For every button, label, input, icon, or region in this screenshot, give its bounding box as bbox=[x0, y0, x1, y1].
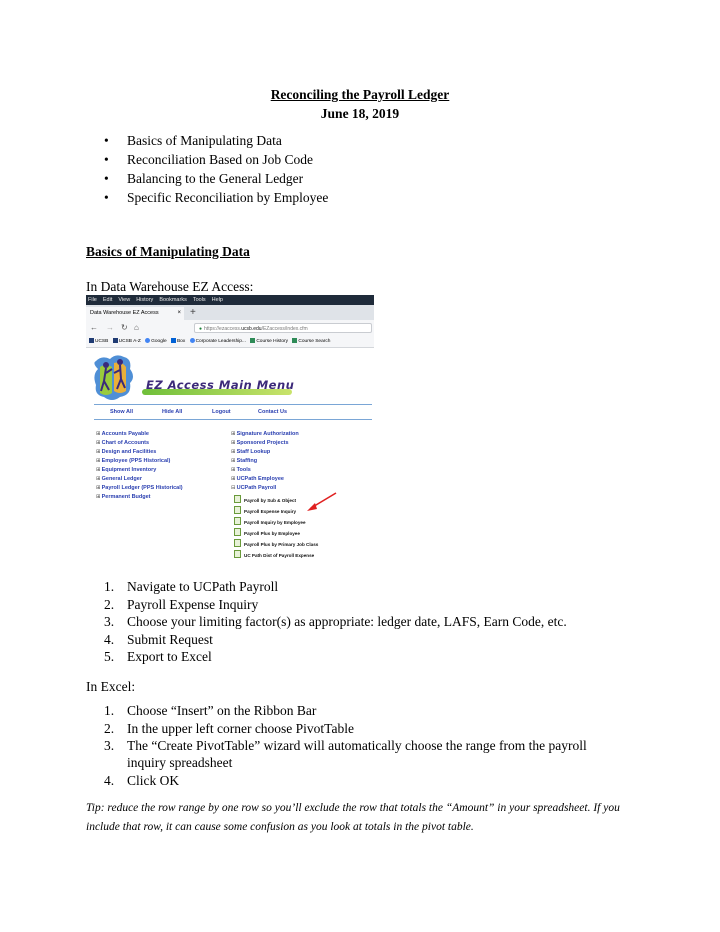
submenu-item[interactable]: Payroll Plus by Employee bbox=[234, 528, 318, 539]
bookmark-ucsb[interactable]: UCSB bbox=[89, 336, 108, 347]
menu-item[interactable]: ⊞Signature Authorization bbox=[231, 431, 299, 437]
step-item: 2. Payroll Expense Inquiry bbox=[104, 596, 259, 612]
bullet-item: • Basics of Manipulating Data bbox=[104, 133, 282, 148]
bullet-icon: • bbox=[104, 171, 109, 186]
expand-icon: ⊞ bbox=[96, 485, 101, 491]
expand-icon: ⊞ bbox=[231, 467, 236, 473]
app-title: EZ Access Main Menu bbox=[146, 378, 295, 392]
menu-view[interactable]: View bbox=[118, 297, 131, 303]
menu-item[interactable]: ⊞Staff Lookup bbox=[231, 449, 271, 455]
section-heading: Basics of Manipulating Data bbox=[86, 244, 250, 259]
expand-icon: ⊞ bbox=[96, 440, 101, 446]
step-item: 1. Navigate to UCPath Payroll bbox=[104, 579, 279, 594]
menu-bookmarks[interactable]: Bookmarks bbox=[159, 297, 187, 303]
bullet-item: • Balancing to the General Ledger bbox=[104, 171, 304, 186]
document-date: June 18, 2019 bbox=[320, 106, 400, 121]
submenu-item[interactable]: Payroll by Sub & Object bbox=[234, 495, 318, 506]
submenu-item[interactable]: Payroll Inquiry by Employee bbox=[234, 517, 318, 528]
menu-history[interactable]: History bbox=[136, 297, 154, 303]
step-item: 5. Export to Excel bbox=[104, 649, 212, 664]
expand-icon: ⊞ bbox=[231, 449, 236, 455]
tab-label: Data Warehouse EZ Access bbox=[90, 310, 159, 316]
bookmark-ucsb-az[interactable]: UCSB A-Z bbox=[113, 336, 141, 347]
back-icon[interactable]: ← bbox=[90, 323, 98, 332]
lock-icon: ● bbox=[199, 326, 203, 332]
menu-item[interactable]: ⊞Equipment Inventory bbox=[96, 467, 157, 473]
menu-tools[interactable]: Tools bbox=[192, 297, 206, 303]
bullet-icon: • bbox=[104, 190, 109, 205]
submenu-item[interactable]: UC Path Dist of Payroll Expense bbox=[234, 550, 318, 561]
bullet-item: • Specific Reconciliation by Employee bbox=[104, 190, 329, 205]
menu-edit[interactable]: Edit bbox=[102, 297, 113, 303]
red-arrow-icon bbox=[86, 295, 374, 563]
forward-icon[interactable]: → bbox=[106, 323, 114, 332]
expand-icon: ⊞ bbox=[96, 431, 101, 437]
home-icon[interactable]: ⌂ bbox=[134, 323, 139, 332]
step-item: 3. Choose your limiting factor(s) as appropriate: ledger date, LAFS, Earn Code, etc. bbox=[104, 614, 567, 629]
bullet-icon: • bbox=[104, 133, 109, 148]
expand-icon: ⊞ bbox=[231, 440, 236, 446]
expand-icon: ⊞ bbox=[231, 458, 236, 464]
expand-icon: ⊞ bbox=[96, 449, 101, 455]
data-warehouse-steps bbox=[104, 578, 567, 666]
ez-access-screenshot bbox=[86, 295, 374, 563]
menu-item[interactable]: ⊞Payroll Ledger (PPS Historical) bbox=[96, 485, 183, 491]
tip-note: Tip: reduce the row range by one row so you’ll exclude the row that totals the “Amount” in your spreadsheet. If you include that row, it can cause some confusion as you look at totals in the pivot table. bbox=[86, 802, 620, 833]
menu-help[interactable]: Help bbox=[211, 297, 223, 303]
address-bar[interactable]: ● https://ezaccess.ucsb.edu/EZaccess/index.cfm bbox=[194, 323, 372, 333]
menu-item[interactable]: ⊞Accounts Payable bbox=[96, 431, 149, 437]
menu-item[interactable]: ⊞Sponsored Projects bbox=[231, 440, 289, 446]
new-tab-icon[interactable]: + bbox=[190, 307, 196, 318]
bookmark-course-history[interactable]: Course History bbox=[250, 336, 288, 347]
excel-steps bbox=[104, 702, 594, 789]
bookmark-google[interactable]: Google bbox=[145, 336, 166, 347]
menu-item[interactable]: ⊞General Ledger bbox=[96, 476, 142, 482]
hide-all-link[interactable]: Hide All bbox=[162, 409, 183, 415]
menu-file[interactable]: File bbox=[88, 297, 97, 303]
reload-icon[interactable]: ↻ bbox=[121, 323, 128, 332]
logout-link[interactable]: Logout bbox=[212, 409, 231, 415]
menu-item[interactable]: ⊞Employee (PPS Historical) bbox=[96, 458, 171, 464]
step-item: 2. In the upper left corner choose PivotTable bbox=[104, 720, 354, 736]
menu-item[interactable]: ⊟UCPath Payroll bbox=[231, 485, 277, 491]
intro-data-warehouse: In Data Warehouse EZ Access: bbox=[86, 279, 254, 294]
expand-icon: ⊞ bbox=[96, 476, 101, 482]
expand-icon: ⊞ bbox=[96, 467, 101, 473]
contact-us-link[interactable]: Contact Us bbox=[258, 409, 288, 415]
bookmark-corporate[interactable]: Corporate Leadership... bbox=[190, 336, 246, 347]
step-item: 4. Submit Request bbox=[104, 631, 213, 647]
menu-item[interactable]: ⊞Permanent Budget bbox=[96, 494, 151, 500]
collapse-icon: ⊟ bbox=[231, 485, 236, 491]
topic-bullet-list bbox=[104, 131, 328, 207]
step-item: 4. Click OK bbox=[104, 772, 180, 788]
step-item: 1. Choose “Insert” on the Ribbon Bar bbox=[104, 703, 317, 718]
bullet-icon: • bbox=[104, 152, 109, 167]
submenu-item[interactable]: Payroll Plus by Primary Job Class bbox=[234, 539, 318, 550]
menu-item[interactable]: ⊞UCPath Employee bbox=[231, 476, 284, 482]
submenu-item[interactable]: Payroll Expense Inquiry bbox=[234, 506, 318, 517]
bookmark-course-search[interactable]: Course Search bbox=[292, 336, 330, 347]
menu-item[interactable]: ⊞Chart of Accounts bbox=[96, 440, 150, 446]
expand-icon: ⊞ bbox=[231, 476, 236, 482]
close-icon[interactable]: × bbox=[177, 310, 181, 316]
show-all-link[interactable]: Show All bbox=[110, 409, 134, 415]
expand-icon: ⊞ bbox=[96, 458, 101, 464]
intro-excel: In Excel: bbox=[86, 679, 136, 694]
bookmark-box[interactable]: Box bbox=[171, 336, 185, 347]
expand-icon: ⊞ bbox=[96, 494, 101, 500]
expand-icon: ⊞ bbox=[231, 431, 236, 437]
step-item: 3. The “Create PivotTable” wizard will automatically choose the range from the payroll inquiry spreadsheet bbox=[104, 738, 587, 770]
menu-item[interactable]: ⊞Design and Facilities bbox=[96, 449, 157, 455]
menu-item[interactable]: ⊞Staffing bbox=[231, 458, 258, 464]
document-title: Reconciling the Payroll Ledger bbox=[270, 87, 450, 102]
bullet-item: • Reconciliation Based on Job Code bbox=[104, 152, 313, 167]
menu-item[interactable]: ⊞Tools bbox=[231, 467, 251, 473]
